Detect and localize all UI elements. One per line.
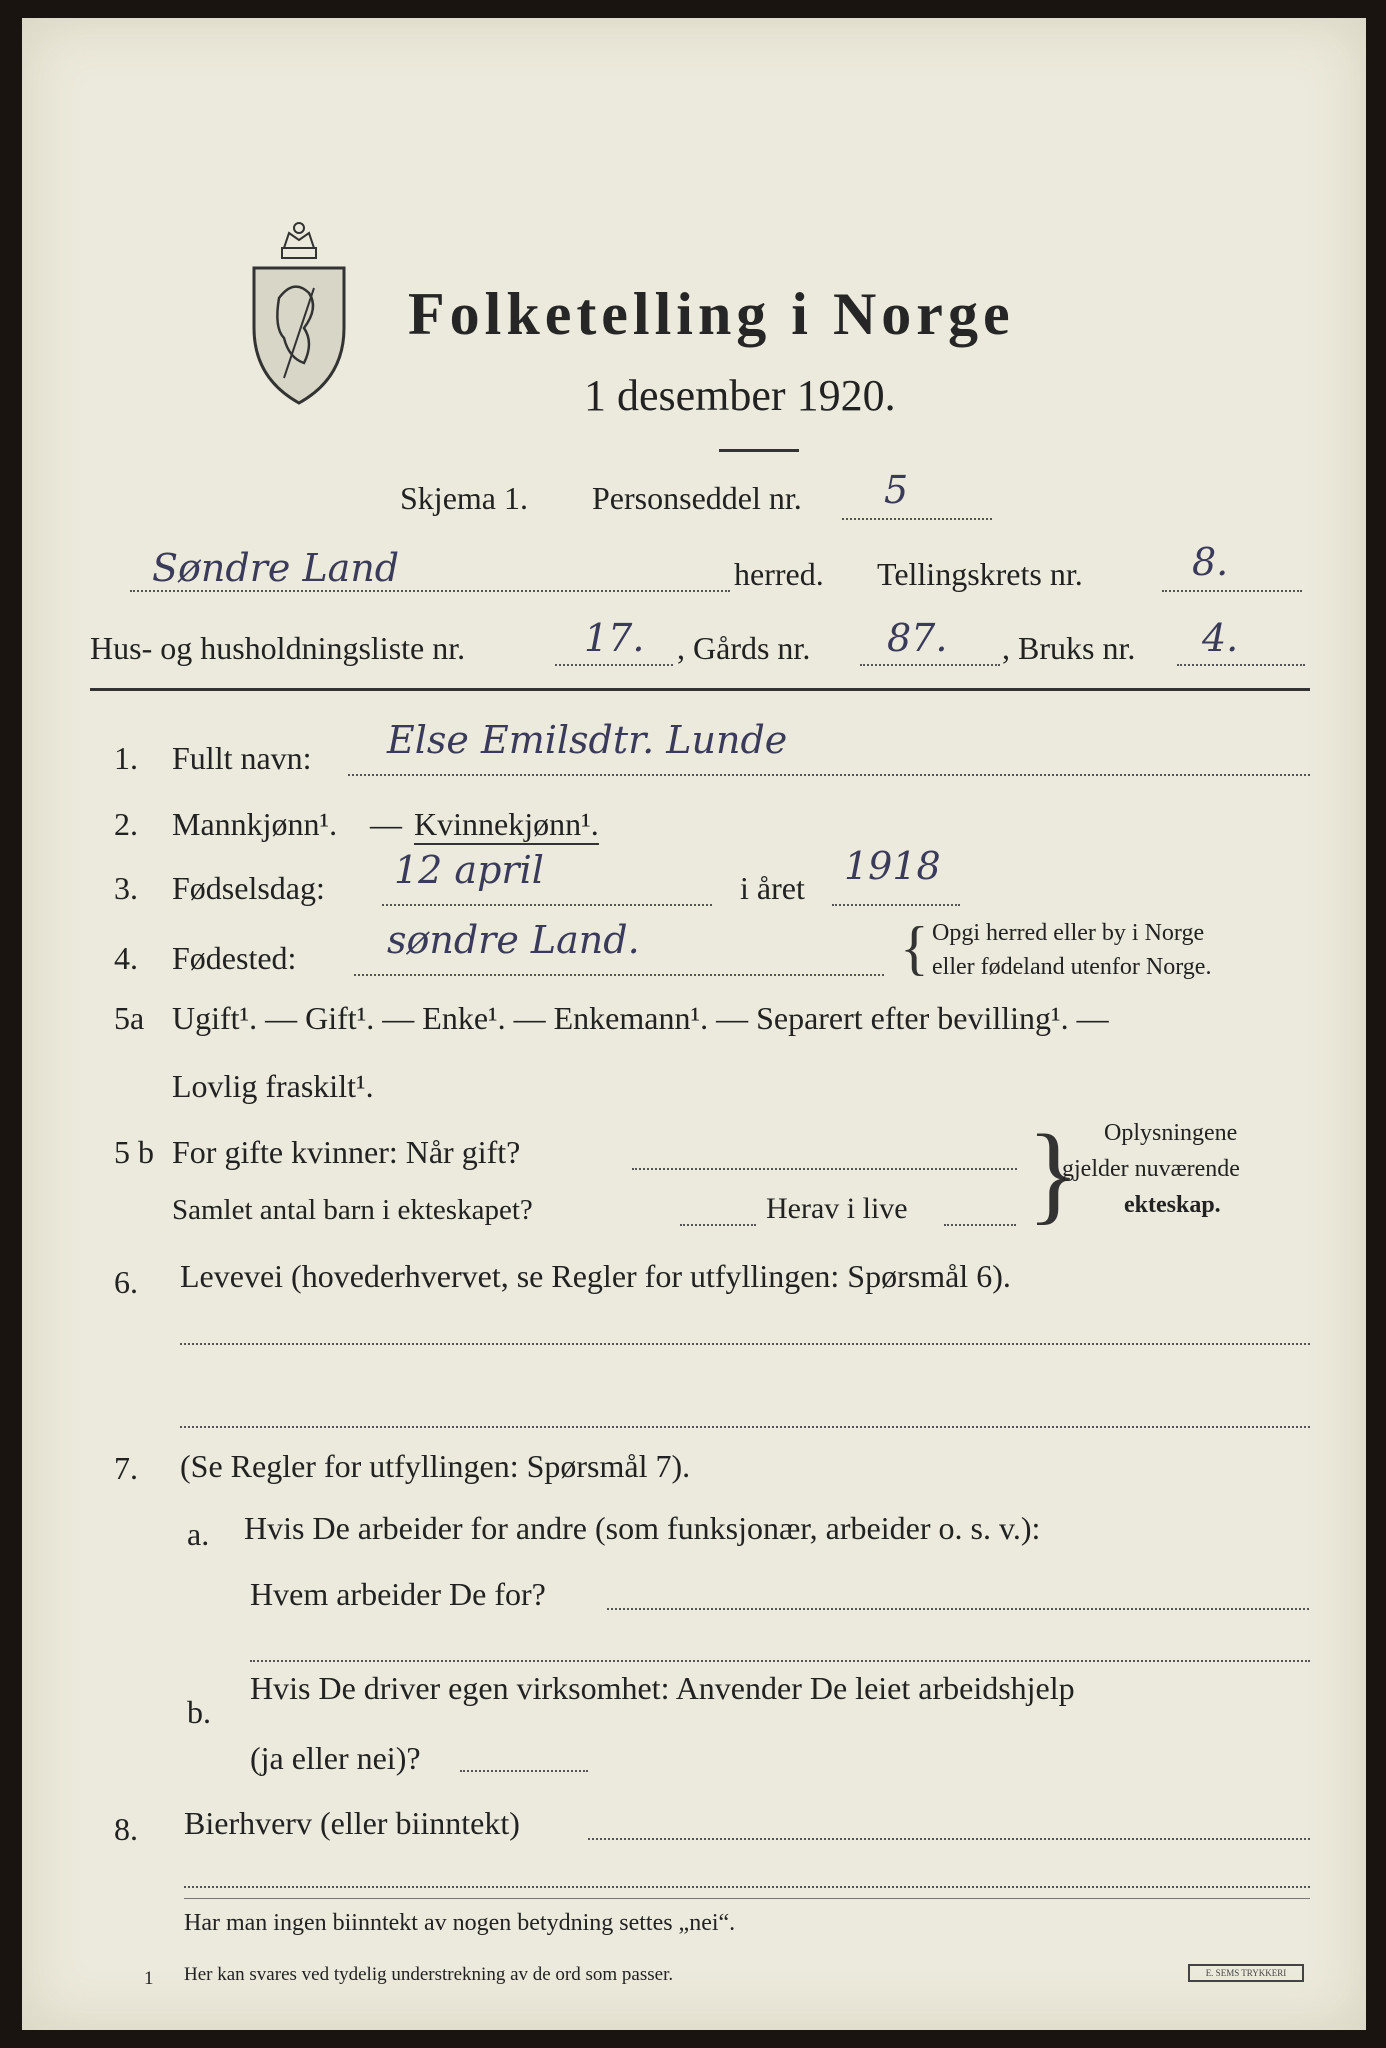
q5b-children-label: Samlet antal barn i ekteskapet? (172, 1194, 533, 1226)
q5a-number: 5a (114, 1000, 145, 1036)
side-income-line-1 (588, 1838, 1310, 1840)
q5b-alive-label: Herav i live (766, 1192, 908, 1225)
employer-line-1 (607, 1608, 1309, 1610)
gender-male-option[interactable]: Mannkjønn¹. (172, 806, 338, 842)
side-income-line-2 (184, 1886, 1310, 1888)
personseddel-line (842, 518, 992, 520)
footnote-text: Her kan svares ved tydelig understrekning av de ord som passer. (184, 1964, 674, 1985)
footer-divider (184, 1898, 1310, 1899)
birthplace-line (354, 974, 884, 976)
gender-female-option[interactable]: Kvinnekjønn¹. (414, 806, 599, 845)
q5b-number: 5 b (114, 1134, 154, 1170)
q3-year-label: i året (740, 870, 805, 906)
q8-number: 8. (114, 1811, 138, 1847)
census-form-page (22, 18, 1366, 2030)
q7a-line2: Hvem arbeider De for? (250, 1576, 546, 1612)
q1-line (348, 774, 1310, 776)
q1-number: 1. (114, 740, 138, 776)
gards-value[interactable]: 87. (887, 616, 948, 660)
herred-line (130, 590, 730, 592)
tellingskrets-label: Tellingskrets nr. (877, 556, 1083, 592)
q4-note-line1: Opgi herred eller by i Norge (932, 920, 1205, 946)
q2-dash: — (370, 806, 402, 842)
q7-number: 7. (114, 1450, 138, 1486)
q4-brace: { (900, 915, 929, 981)
q2-number: 2. (114, 806, 138, 842)
herred-value[interactable]: Søndre Land (152, 546, 400, 590)
husliste-label: Hus- og husholdningsliste nr. (90, 630, 466, 666)
husliste-line (555, 664, 673, 666)
q3-label: Fødselsdag: (172, 870, 325, 906)
bruks-line (1177, 664, 1305, 666)
birthdate-value[interactable]: 12 april (394, 848, 544, 892)
marital-status-options[interactable]: Ugift¹. — Gift¹. — Enke¹. — Enkemann¹. — Separert efter bevilling¹. — (172, 1000, 1109, 1036)
form-date: 1 desember 1920. (584, 371, 896, 420)
q7a-letter: a. (187, 1516, 210, 1552)
q7b-letter: b. (187, 1694, 211, 1730)
q4-label: Fødested: (172, 940, 297, 976)
q5b-brace: } (1027, 1112, 1080, 1234)
q5b-married-label: For gifte kvinner: Når gift? (172, 1134, 521, 1170)
tellingskrets-value[interactable]: 8. (1192, 540, 1229, 584)
birthyear-value[interactable]: 1918 (844, 844, 941, 888)
header-divider (90, 688, 1310, 691)
q7b-line2: (ja eller nei)? (250, 1740, 421, 1776)
children-alive-line (944, 1224, 1016, 1226)
children-count-line (680, 1224, 756, 1226)
q4-number: 4. (114, 940, 138, 976)
hired-help-line (460, 1770, 588, 1772)
full-name-value[interactable]: Else Emilsdtr. Lunde (387, 718, 788, 762)
q5b-note-line2: gjelder nuværende (1062, 1156, 1240, 1182)
q5b-note-line3: ekteskap. (1124, 1192, 1221, 1218)
q4-note-line2: eller fødeland utenfor Norge. (932, 954, 1212, 980)
bruks-value[interactable]: 4. (1202, 616, 1239, 660)
footer-note: Har man ingen biinntekt av nogen betydning settes „nei“. (184, 1910, 736, 1936)
q3-number: 3. (114, 870, 138, 906)
skjema-label: Skjema 1. (400, 480, 528, 516)
q6-number: 6. (114, 1264, 138, 1300)
marital-status-divorced-option[interactable]: Lovlig fraskilt¹. (172, 1068, 374, 1104)
bruks-label: , Bruks nr. (1002, 630, 1136, 666)
q7-label: (Se Regler for utfyllingen: Spørsmål 7). (180, 1448, 691, 1484)
birthyear-line (832, 904, 960, 906)
q7b-line1: Hvis De driver egen virksomhet: Anvender De leiet arbeidshjelp (250, 1670, 1075, 1706)
footnote-number: 1 (144, 1968, 154, 1989)
gards-line (860, 664, 1000, 666)
norwegian-coat-of-arms-icon (244, 218, 354, 408)
birthplace-value[interactable]: søndre Land. (387, 918, 640, 962)
personseddel-label: Personseddel nr. (592, 480, 802, 516)
married-date-line (632, 1168, 1017, 1170)
husliste-value[interactable]: 17. (584, 616, 645, 660)
q7a-line1: Hvis De arbeider for andre (som funksjonær, arbeider o. s. v.): (244, 1510, 1041, 1546)
printer-stamp: E. SEMS TRYKKERI (1188, 1964, 1304, 1982)
occupation-line-2 (180, 1426, 1310, 1428)
tellingskrets-line (1162, 590, 1302, 592)
birthdate-line (382, 904, 712, 906)
personseddel-value[interactable]: 5 (884, 468, 909, 512)
employer-line-2 (250, 1660, 1310, 1662)
q1-label: Fullt navn: (172, 740, 312, 776)
q6-label: Levevei (hovederhvervet, se Regler for utfyllingen: Spørsmål 6). (180, 1258, 1011, 1294)
occupation-line-1 (180, 1343, 1310, 1345)
gards-label: , Gårds nr. (677, 630, 811, 666)
herred-label: herred. (734, 556, 824, 592)
q5b-note-line1: Oplysningene (1104, 1120, 1238, 1146)
title-divider (719, 449, 799, 452)
form-title: Folketelling i Norge (408, 281, 1015, 347)
q8-label: Bierhverv (eller biinntekt) (184, 1805, 520, 1841)
